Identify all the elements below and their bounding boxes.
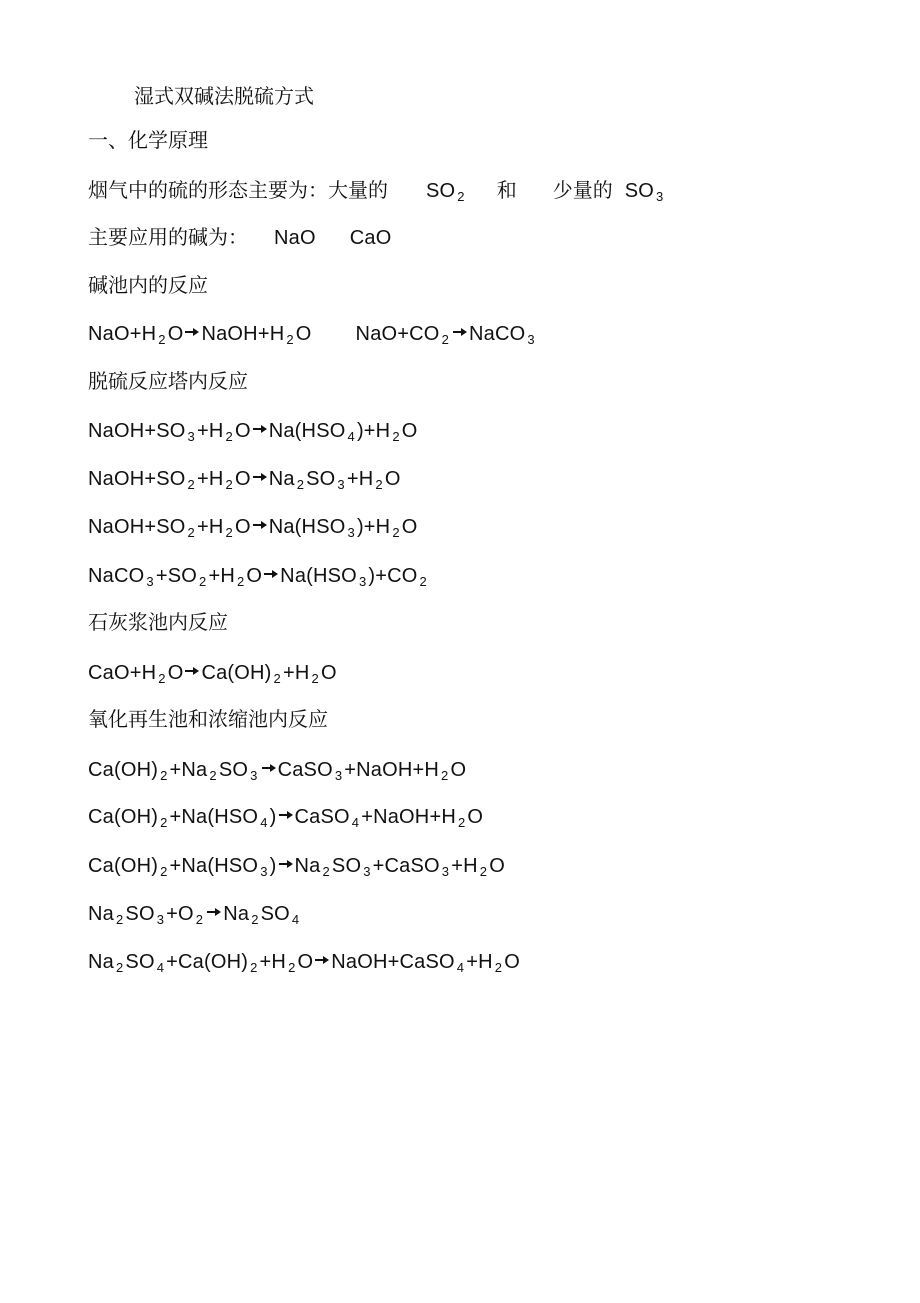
equation-line: Na $_2$ SO $_3$ +O $_2$ Na $_2$ SO $_4$ <box>88 903 300 927</box>
arrow-icon <box>207 907 221 917</box>
equation-line: Ca(OH) $_2$ +Na(HSO $_3$ ) Na $_2$ SO $_3$ +CaSO $_3$ +H $_2$ O <box>88 855 505 879</box>
heading-lime-pool: 石灰浆池内反应 <box>88 610 228 634</box>
bases-label: 主要应用的碱为： <box>88 225 248 249</box>
equation-line: NaCO $_3$ +SO $_2$ +H $_2$ O Na(HSO $_3$ )+CO $_2$ <box>88 565 427 589</box>
arrow-icon <box>279 810 293 820</box>
page-title: 湿式双碱法脱硫方式 <box>134 84 314 108</box>
arrow-icon <box>315 955 329 965</box>
and-word: 和 <box>496 178 517 202</box>
equation-line: Ca(OH) $_2$ +Na $_2$ SO $_3$ CaSO $_3$ +NaOH+H $_2$ O <box>88 759 467 783</box>
base-cao: CaO <box>349 227 392 249</box>
equation-line: Na $_2$ SO $_4$ +Ca(OH) $_2$ +H $_2$ O NaOH+CaSO $_4$ +H $_2$ O <box>88 951 520 975</box>
equation-line: Ca(OH) $_2$ +Na(HSO $_4$ ) CaSO $_4$ +NaOH+H $_2$ O <box>88 806 484 830</box>
equation-line: NaOH+SO $_2$ +H $_2$ O Na $_2$ SO $_3$ +H $_2$ O <box>88 468 401 492</box>
equation-line: NaO+H $_2$ O NaOH+H $_2$ O NaO+CO $_2$ NaCO $_3$ <box>88 323 535 347</box>
arrow-icon <box>253 424 267 434</box>
arrow-icon <box>453 327 467 337</box>
heading-alkali-pool: 碱池内的反应 <box>88 273 208 297</box>
arrow-icon <box>185 666 199 676</box>
arrow-icon <box>279 859 293 869</box>
base-nao: NaO <box>274 227 316 249</box>
so2-formula: SO $_2$ <box>426 180 465 204</box>
heading-tower: 脱硫反应塔内反应 <box>88 369 248 393</box>
bases-line <box>88 223 391 252</box>
equation-line: NaOH+SO $_2$ +H $_2$ O Na(HSO $_3$ )+H $_2$ O <box>88 516 418 540</box>
section-heading: 一、化学原理 <box>88 128 208 152</box>
arrow-icon <box>264 569 278 579</box>
arrow-icon <box>185 327 199 337</box>
arrow-icon <box>262 763 276 773</box>
heading-regen: 氧化再生池和浓缩池内反应 <box>88 707 328 731</box>
so3-formula: SO $_3$ <box>624 180 664 204</box>
flue-gas-prefix: 烟气中的硫的形态主要为：大量的 <box>88 178 388 202</box>
equation-line: CaO+H $_2$ O Ca(OH) $_2$ +H $_2$ O <box>88 662 337 686</box>
minor-word: 少量的 <box>552 178 613 202</box>
equation-line: NaOH+SO $_3$ +H $_2$ O Na(HSO $_4$ )+H $_2$ O <box>88 420 418 444</box>
arrow-icon <box>253 472 267 482</box>
arrow-icon <box>253 520 267 530</box>
flue-gas-line <box>88 176 665 205</box>
